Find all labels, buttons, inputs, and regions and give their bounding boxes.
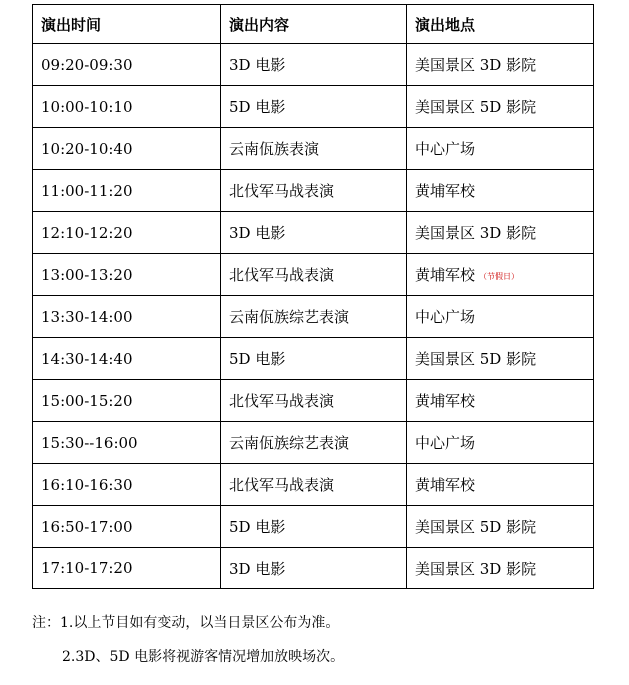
table-row: [33, 338, 594, 380]
venue-text: 美国景区 3D 影院: [415, 56, 537, 74]
cell-time: 15:30--16:00: [33, 422, 221, 464]
cell-time: 10:00-10:10: [33, 86, 221, 128]
venue-text: 中心广场: [415, 308, 476, 326]
cell-venue: [407, 380, 594, 422]
header-time: 演出时间: [33, 5, 221, 44]
cell-content: 3D 电影: [221, 44, 407, 86]
cell-content: 云南佤族综艺表演: [221, 296, 407, 338]
cell-venue: [407, 296, 594, 338]
venue-text: 中心广场: [415, 140, 476, 158]
cell-venue: [407, 338, 594, 380]
notes: [32, 612, 612, 668]
cell-time: 17:10-17:20: [33, 548, 221, 589]
note-line-1: 注：1.以上节目如有变动，以当日景区公布为准。: [32, 615, 340, 631]
venue-text: 黄埔军校: [415, 392, 476, 410]
cell-time: 16:50-17:00: [33, 506, 221, 548]
venue-text: 美国景区 3D 影院: [415, 559, 537, 578]
cell-content: 北伐军马战表演: [221, 464, 407, 506]
cell-venue: [407, 44, 594, 86]
cell-content: 5D 电影: [221, 86, 407, 128]
cell-venue: [407, 86, 594, 128]
cell-content: 5D 电影: [221, 338, 407, 380]
venue-text: 黄埔军校: [415, 266, 476, 284]
cell-content: 云南佤族表演: [221, 128, 407, 170]
table-row: [33, 128, 594, 170]
table-row: [33, 296, 594, 338]
cell-time: 12:10-12:20: [33, 212, 221, 254]
note-line-2: 2.3D、5D 电影将视游客情况增加放映场次。: [62, 649, 345, 665]
cell-content: 云南佤族综艺表演: [221, 422, 407, 464]
cell-venue: [407, 212, 594, 254]
cell-time: 15:00-15:20: [33, 380, 221, 422]
venue-text: 美国景区 5D 影院: [415, 98, 537, 116]
cell-content: 北伐军马战表演: [221, 380, 407, 422]
table-header-row: [33, 5, 594, 44]
cell-venue: [407, 548, 594, 589]
venue-text: 中心广场: [415, 434, 476, 452]
cell-venue: [407, 128, 594, 170]
venue-text: 黄埔军校: [415, 182, 476, 200]
cell-venue: [407, 422, 594, 464]
cell-content: 5D 电影: [221, 506, 407, 548]
cell-time: 13:30-14:00: [33, 296, 221, 338]
table-row: [33, 44, 594, 86]
venue-text: 美国景区 3D 影院: [415, 224, 537, 242]
table-row: [33, 506, 594, 548]
cell-time: 09:20-09:30: [33, 44, 221, 86]
cell-venue: [407, 464, 594, 506]
cell-time: 14:30-14:40: [33, 338, 221, 380]
header-venue: 演出地点: [407, 5, 594, 44]
venue-text: 黄埔军校: [415, 476, 476, 494]
venue-text: 美国景区 5D 影院: [415, 518, 537, 536]
table-row: [33, 170, 594, 212]
cell-time: 16:10-16:30: [33, 464, 221, 506]
table-row: [33, 464, 594, 506]
cell-venue: [407, 170, 594, 212]
table-row: [33, 86, 594, 128]
cell-content: 北伐军马战表演: [221, 170, 407, 212]
venue-text: 美国景区 5D 影院: [415, 350, 537, 368]
cell-content: 3D 电影: [221, 212, 407, 254]
table-row: [33, 422, 594, 464]
cell-venue: [407, 254, 594, 296]
cell-time: 13:00-13:20: [33, 254, 221, 296]
cell-content: 3D 电影: [221, 548, 407, 589]
table-row: [33, 254, 594, 296]
cell-venue: [407, 506, 594, 548]
header-content: 演出内容: [221, 5, 407, 44]
table-body: [33, 44, 594, 589]
holiday-tag: （节假日）: [479, 271, 520, 281]
table-row: [33, 548, 594, 589]
schedule-table: [32, 4, 594, 589]
table-row: [33, 212, 594, 254]
cell-time: 11:00-11:20: [33, 170, 221, 212]
cell-content: 北伐军马战表演: [221, 254, 407, 296]
cell-time: 10:20-10:40: [33, 128, 221, 170]
table-row: [33, 380, 594, 422]
